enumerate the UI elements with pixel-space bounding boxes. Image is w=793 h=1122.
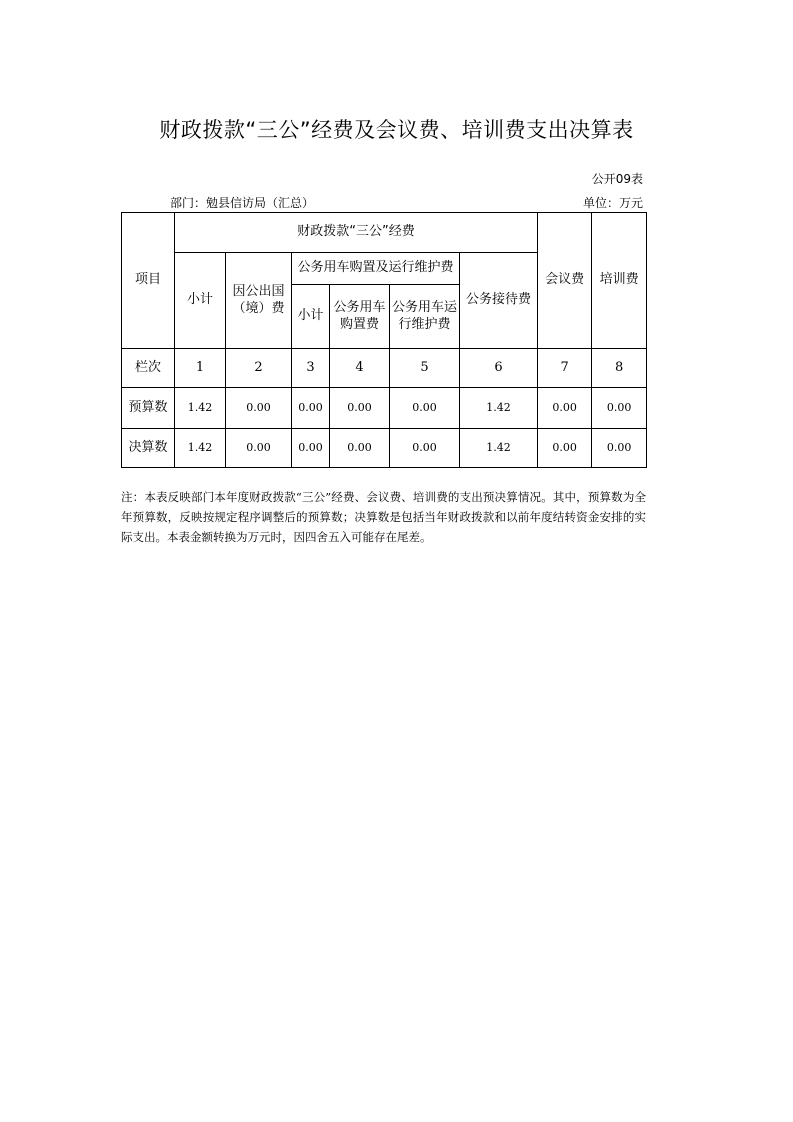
page-title: 财政拨款“三公”经费及会议费、培训费支出决算表 xyxy=(159,118,634,142)
table-cell: 0.00 xyxy=(390,429,460,468)
table-cell: 0.00 xyxy=(226,429,292,468)
header-vehicle-operation: 公务用车运行维护费 xyxy=(390,285,460,349)
column-number: 3 xyxy=(292,349,330,388)
table-cell: 0.00 xyxy=(592,429,647,468)
expenditure-table xyxy=(121,212,647,468)
table-cell: 0.00 xyxy=(390,388,460,429)
header-abroad: 因公出国（境）费 xyxy=(226,253,292,349)
header-item: 项目 xyxy=(122,213,175,349)
header-training: 培训费 xyxy=(592,213,647,349)
header-reception: 公务接待费 xyxy=(460,253,538,349)
column-number: 5 xyxy=(390,349,460,388)
table-cell: 1.42 xyxy=(460,388,538,429)
table-cell: 1.42 xyxy=(175,429,226,468)
header-vehicle-subtotal: 小计 xyxy=(292,285,330,349)
table-row xyxy=(122,388,647,429)
column-number: 8 xyxy=(592,349,647,388)
table-cell: 1.42 xyxy=(460,429,538,468)
header-vehicle-group: 公务用车购置及运行维护费 xyxy=(292,253,460,285)
table-cell: 1.42 xyxy=(175,388,226,429)
column-row-label: 栏次 xyxy=(122,349,175,388)
column-number: 4 xyxy=(330,349,390,388)
table-cell: 0.00 xyxy=(292,429,330,468)
table-cell: 0.00 xyxy=(538,429,592,468)
table-cell: 0.00 xyxy=(330,429,390,468)
table-cell: 0.00 xyxy=(330,388,390,429)
row-label: 决算数 xyxy=(122,429,175,468)
header-sangong-group: 财政拨款“三公”经费 xyxy=(175,213,538,253)
row-label: 预算数 xyxy=(122,388,175,429)
form-number: 公开09表 xyxy=(591,172,643,186)
column-number: 7 xyxy=(538,349,592,388)
department-label: 部门：勉县信访局（汇总） xyxy=(170,196,315,210)
column-number: 1 xyxy=(175,349,226,388)
table-row xyxy=(122,429,647,468)
header-vehicle-purchase: 公务用车购置费 xyxy=(330,285,390,349)
header-meeting: 会议费 xyxy=(538,213,592,349)
unit-label: 单位：万元 xyxy=(582,196,643,210)
footnote: 注：本表反映部门本年度财政拨款“三公”经费、会议费、培训费的支出预决算情况。其中，预算数为全年预算数，反映按规定程序调整后的预算数；决算数是包括当年财政拨款和以前年度结转资金安排的实际支出。本表金额转换为万元时，因四舍五入可能存在尾差。 xyxy=(121,490,646,544)
table-cell: 0.00 xyxy=(592,388,647,429)
table-cell: 0.00 xyxy=(226,388,292,429)
column-number: 6 xyxy=(460,349,538,388)
table-cell: 0.00 xyxy=(538,388,592,429)
header-subtotal: 小计 xyxy=(175,253,226,349)
table-cell: 0.00 xyxy=(292,388,330,429)
column-number: 2 xyxy=(226,349,292,388)
